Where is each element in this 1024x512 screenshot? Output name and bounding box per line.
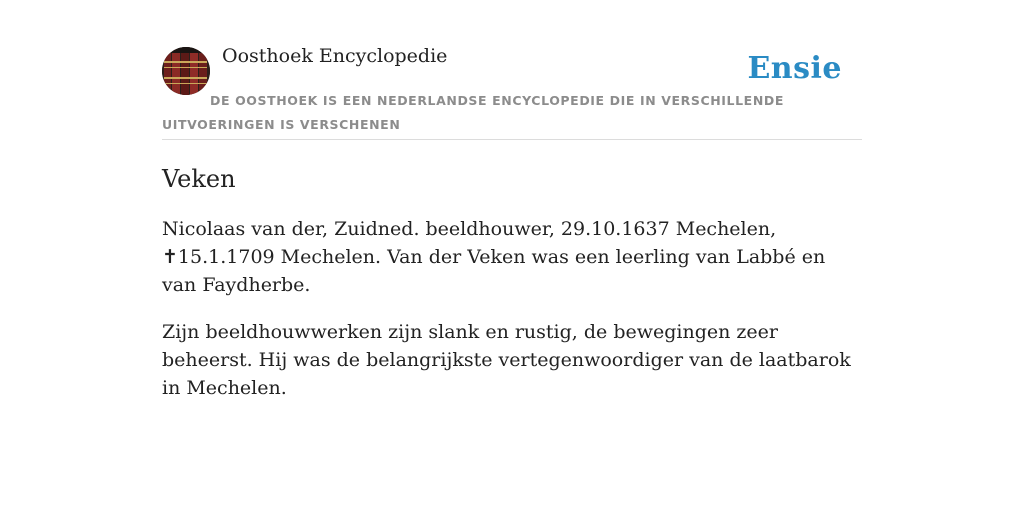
article	[162, 160, 862, 402]
article-title: Veken	[162, 165, 236, 193]
article-paragraph: Nicolaas van der, Zuidned. beeldhouwer, 29.10.1637 Mechelen, ✝15.1.1709 Mechelen. Van der Veken was een leerling van Labbé en van Faydherbe.	[162, 218, 826, 296]
site-header	[162, 0, 862, 140]
site-title[interactable]: Oosthoek Encyclopedie	[222, 45, 448, 67]
article-paragraph: Zijn beeldhouwwerken zijn slank en rustig, de bewegingen zeer beheerst. Hij was de belangrijkste vertegenwoordiger van de laatbarok in Mechelen.	[162, 321, 851, 399]
brand-logo[interactable]: Ensie	[747, 51, 842, 86]
site-tagline: DE OOSTHOEK IS EEN NEDERLANDSE ENCYCLOPEDIE DIE IN VERSCHILLENDE UITVOERINGEN IS VERSCHENEN	[162, 93, 784, 132]
book-spines-icon	[162, 47, 210, 95]
encyclopedia-avatar[interactable]	[162, 47, 210, 95]
